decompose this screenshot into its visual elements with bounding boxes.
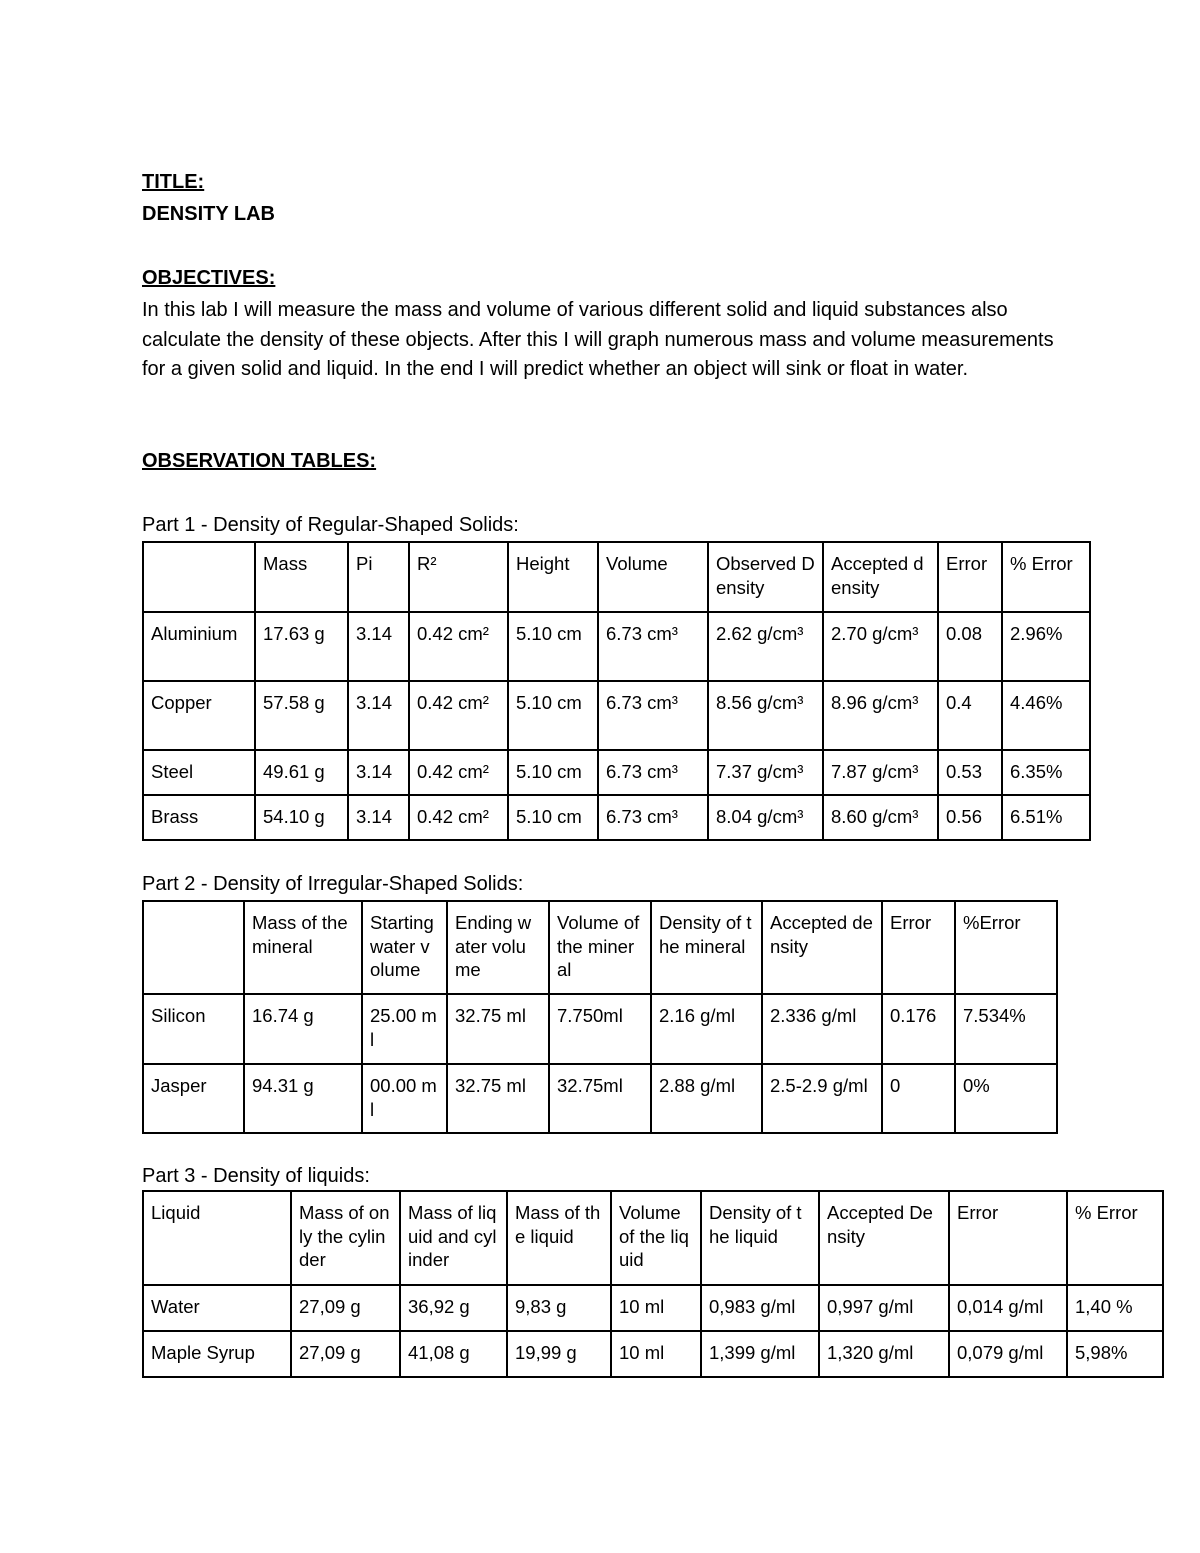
table-row xyxy=(143,1285,1163,1331)
table-cell: 00.00 ml xyxy=(362,1064,447,1133)
header-cell: Accepted density xyxy=(823,542,938,612)
table-cell: 6.73 cm³ xyxy=(598,681,708,750)
table-cell: 6.35% xyxy=(1002,750,1090,795)
table-cell: 27,09 g xyxy=(291,1285,400,1331)
header-cell: Density of the liquid xyxy=(701,1191,819,1285)
table-cell: 0.08 xyxy=(938,612,1002,681)
header-cell: Accepted Density xyxy=(819,1191,949,1285)
table-cell: 94.31 g xyxy=(244,1064,362,1133)
table-cell: Silicon xyxy=(143,994,244,1064)
table-cell: 36,92 g xyxy=(400,1285,507,1331)
header-cell: % Error xyxy=(1002,542,1090,612)
table-cell: 2.16 g/ml xyxy=(651,994,762,1064)
header-cell: %Error xyxy=(955,901,1057,994)
table-cell: 32.75 ml xyxy=(447,994,549,1064)
table-header-row xyxy=(143,901,1057,994)
table-cell: 2.5-2.9 g/ml xyxy=(762,1064,882,1133)
header-cell: Error xyxy=(949,1191,1067,1285)
table-cell: 0% xyxy=(955,1064,1057,1133)
title-label: TITLE: xyxy=(142,171,205,193)
table-cell: 0.42 cm² xyxy=(409,795,508,840)
table-cell: 3.14 xyxy=(348,750,409,795)
header-cell: Volume of the mineral xyxy=(549,901,651,994)
table-cell: 0.56 xyxy=(938,795,1002,840)
table-cell: 2.88 g/ml xyxy=(651,1064,762,1133)
table-header-row xyxy=(143,1191,1163,1285)
part3-caption: Part 3 - Density of liquids: xyxy=(142,1165,370,1187)
table-cell: 6.51% xyxy=(1002,795,1090,840)
table-cell: 0.4 xyxy=(938,681,1002,750)
table-cell: 2.96% xyxy=(1002,612,1090,681)
table-cell: 25.00 ml xyxy=(362,994,447,1064)
table-cell: 5.10 cm xyxy=(508,681,598,750)
table-cell: 41,08 g xyxy=(400,1331,507,1377)
table-cell: Maple Syrup xyxy=(143,1331,291,1377)
header-cell: Volume of the liquid xyxy=(611,1191,701,1285)
table-cell: 8.60 g/cm³ xyxy=(823,795,938,840)
table-cell: 2.336 g/ml xyxy=(762,994,882,1064)
part2-table xyxy=(142,900,1058,1134)
table-cell: Water xyxy=(143,1285,291,1331)
header-cell: R² xyxy=(409,542,508,612)
header-cell: Density of the mineral xyxy=(651,901,762,994)
table-row xyxy=(143,1331,1163,1377)
table-cell: 7.750ml xyxy=(549,994,651,1064)
table-cell: 8.56 g/cm³ xyxy=(708,681,823,750)
objectives-text: In this lab I will measure the mass and volume of various different solid and liquid substances also calculate the density of these objects. After this I will graph numerous mass and volume measurements for a given solid and liquid. In the end I will predict whether an object will sink or float in water. xyxy=(142,299,1054,380)
table-cell: 0.42 cm² xyxy=(409,681,508,750)
table-cell: 7.87 g/cm³ xyxy=(823,750,938,795)
table-row xyxy=(143,994,1057,1064)
table-cell: 2.62 g/cm³ xyxy=(708,612,823,681)
header-cell: % Error xyxy=(1067,1191,1163,1285)
table-cell: 3.14 xyxy=(348,681,409,750)
part1-caption: Part 1 - Density of Regular-Shaped Solids: xyxy=(142,514,519,536)
table-cell: 5.10 cm xyxy=(508,612,598,681)
table-row xyxy=(143,681,1090,750)
table-cell: 0,983 g/ml xyxy=(701,1285,819,1331)
table-cell: 27,09 g xyxy=(291,1331,400,1377)
objectives-label: OBJECTIVES: xyxy=(142,267,276,289)
table-cell: 0.42 cm² xyxy=(409,612,508,681)
table-cell: 10 ml xyxy=(611,1285,701,1331)
table-cell: 0,014 g/ml xyxy=(949,1285,1067,1331)
table-row xyxy=(143,795,1090,840)
title-value: DENSITY LAB xyxy=(142,203,275,225)
table-cell: 3.14 xyxy=(348,612,409,681)
header-cell xyxy=(143,901,244,994)
table-cell: 32.75ml xyxy=(549,1064,651,1133)
header-cell: Error xyxy=(882,901,955,994)
table-cell: Brass xyxy=(143,795,255,840)
table-cell: 0 xyxy=(882,1064,955,1133)
table-cell: 7.534% xyxy=(955,994,1057,1064)
table-cell: 8.96 g/cm³ xyxy=(823,681,938,750)
table-cell: 0.53 xyxy=(938,750,1002,795)
header-cell: Ending water volume xyxy=(447,901,549,994)
table-cell: Copper xyxy=(143,681,255,750)
table-cell: 17.63 g xyxy=(255,612,348,681)
observation-tables-label: OBSERVATION TABLES: xyxy=(142,450,377,472)
header-cell: Mass of only the cylinder xyxy=(291,1191,400,1285)
header-cell xyxy=(143,542,255,612)
table-row xyxy=(143,1064,1057,1133)
table-row xyxy=(143,612,1090,681)
header-cell: Observed Density xyxy=(708,542,823,612)
table-cell: 0,997 g/ml xyxy=(819,1285,949,1331)
table-cell: 6.73 cm³ xyxy=(598,612,708,681)
table-cell: 2.70 g/cm³ xyxy=(823,612,938,681)
table-cell: 0,079 g/ml xyxy=(949,1331,1067,1377)
table-cell: 5.10 cm xyxy=(508,750,598,795)
table-cell: 1,40 % xyxy=(1067,1285,1163,1331)
table-cell: 32.75 ml xyxy=(447,1064,549,1133)
header-cell: Error xyxy=(938,542,1002,612)
header-cell: Starting water volume xyxy=(362,901,447,994)
table-row xyxy=(143,750,1090,795)
header-cell: Height xyxy=(508,542,598,612)
header-cell: Mass of the mineral xyxy=(244,901,362,994)
table-cell: 6.73 cm³ xyxy=(598,750,708,795)
table-cell: Steel xyxy=(143,750,255,795)
header-cell: Pi xyxy=(348,542,409,612)
table-cell: 0.42 cm² xyxy=(409,750,508,795)
header-cell: Mass of liquid and cylinder xyxy=(400,1191,507,1285)
table-cell: 5,98% xyxy=(1067,1331,1163,1377)
table-cell: 3.14 xyxy=(348,795,409,840)
table-cell: 8.04 g/cm³ xyxy=(708,795,823,840)
table-cell: 7.37 g/cm³ xyxy=(708,750,823,795)
table-cell: 4.46% xyxy=(1002,681,1090,750)
table-cell: Jasper xyxy=(143,1064,244,1133)
part3-table xyxy=(142,1190,1164,1378)
table-cell: 49.61 g xyxy=(255,750,348,795)
part2-caption: Part 2 - Density of Irregular-Shaped Solids: xyxy=(142,873,524,895)
table-header-row xyxy=(143,542,1090,612)
table-cell: 1,399 g/ml xyxy=(701,1331,819,1377)
header-cell: Volume xyxy=(598,542,708,612)
table-cell: Aluminium xyxy=(143,612,255,681)
table-cell: 16.74 g xyxy=(244,994,362,1064)
header-cell: Mass xyxy=(255,542,348,612)
table-cell: 0.176 xyxy=(882,994,955,1064)
table-cell: 57.58 g xyxy=(255,681,348,750)
table-cell: 9,83 g xyxy=(507,1285,611,1331)
table-cell: 54.10 g xyxy=(255,795,348,840)
header-cell: Accepted density xyxy=(762,901,882,994)
header-cell: Liquid xyxy=(143,1191,291,1285)
table-cell: 1,320 g/ml xyxy=(819,1331,949,1377)
header-cell: Mass of the liquid xyxy=(507,1191,611,1285)
part1-table xyxy=(142,541,1091,841)
table-cell: 19,99 g xyxy=(507,1331,611,1377)
table-cell: 5.10 cm xyxy=(508,795,598,840)
table-cell: 6.73 cm³ xyxy=(598,795,708,840)
table-cell: 10 ml xyxy=(611,1331,701,1377)
